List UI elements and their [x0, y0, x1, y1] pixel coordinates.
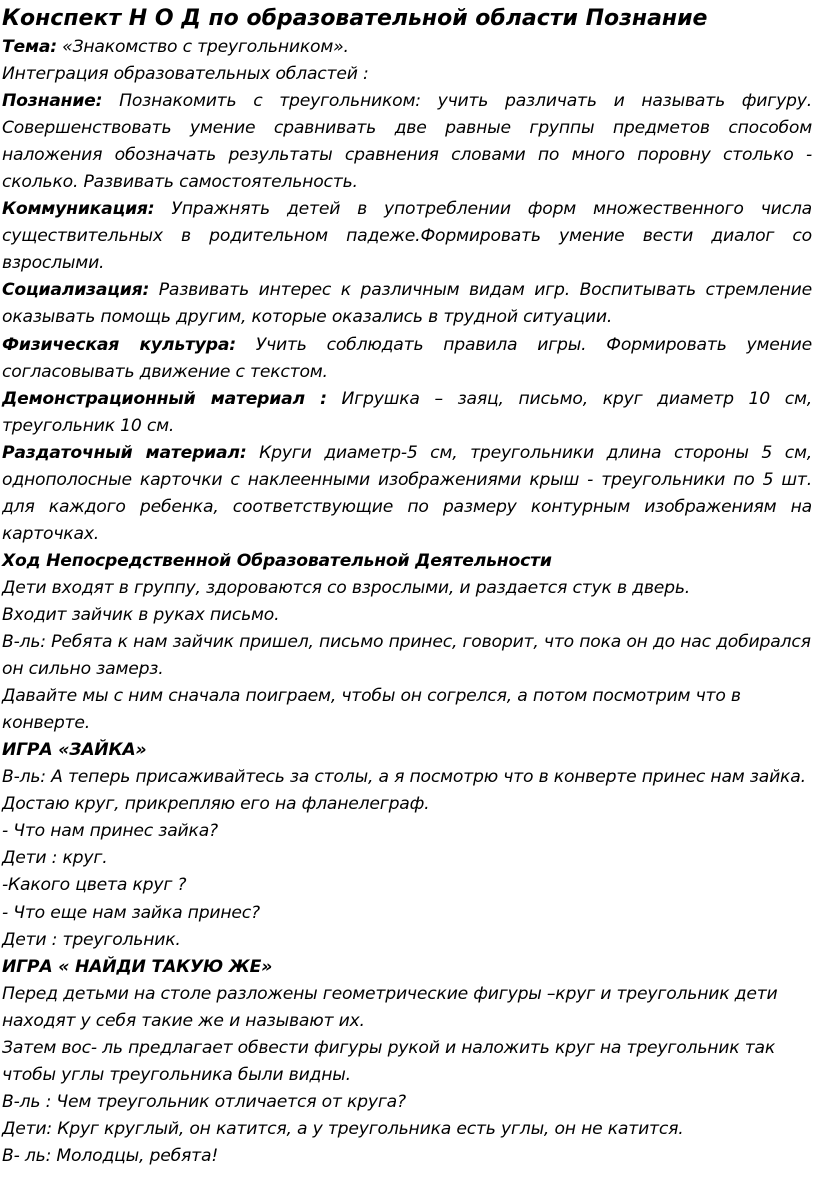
socialization-label: Социализация: [2, 280, 150, 301]
course-line-2: Входит зайчик в руках письмо. [2, 604, 280, 625]
communication-text: Упражнять детей в употреблении форм множественного числа существительных в родительном падеже.Формировать умение вести диалог со взрослыми. [2, 199, 812, 274]
course-line-1: Дети входят в группу, здороваются со взрослыми, и раздается стук в дверь. [2, 577, 691, 598]
socialization-text: Развивать интерес к различным видам игр. Воспитывать стремление оказывать помощь другим, которые оказались в трудной ситуации. [2, 280, 812, 328]
cognition-label: Познание: [2, 91, 103, 112]
socialization-paragraph [2, 277, 812, 331]
communication-paragraph [2, 196, 812, 277]
game1-line-4: -Какого цвета круг ? [2, 875, 187, 896]
physical-label: Физическая культура: [2, 334, 236, 355]
game2-heading: ИГРА « НАЙДИ ТАКУЮ ЖЕ» [2, 956, 273, 977]
cognition-text: Познакомить с треугольником: учить различать и называть фигуру. Совершенствовать умение сравнивать две равные группы предметов способом наложения обозначать результаты сравнения словами по много поровну столько - сколько. Развивать самостоятельность. [2, 91, 812, 193]
demo-paragraph [2, 386, 812, 440]
game2-line-2: Затем вос- ль предлагает обвести фигуры рукой и наложить круг на треугольник так чтобы углы треугольника были видны. [2, 1037, 776, 1085]
game1-heading: ИГРА «ЗАЙКА» [2, 740, 147, 761]
game1-line-6: Дети : треугольник. [2, 929, 181, 950]
course-line-4: Давайте мы с ним сначала поиграем, чтобы он согрелся, а потом посмотрим что в конверте. [2, 686, 741, 734]
demo-label: Демонстрационный материал : [2, 388, 327, 409]
game2-line-1: Перед детьми на столе разложены геометрические фигуры –круг и треугольник дети находят у себя такие же и называют их. [2, 983, 778, 1031]
handout-text: Круги диаметр-5 см, треугольники длина стороны 5 см, однополосные карточки с наклеенными изображениями крыш - треугольники по 5 шт. для каждого ребенка, соответствующие по размеру контурным изображениям на карточках. [2, 442, 813, 544]
game2-line-3: В-ль : Чем треугольник отличается от круга? [2, 1091, 406, 1112]
game1-line-2: - Что нам принес зайка? [2, 821, 218, 842]
game1-line-5: - Что еще нам зайка принес? [2, 902, 260, 923]
communication-label: Коммуникация: [2, 199, 155, 220]
demo-text: Игрушка – заяц, письмо, круг диаметр 10 см, треугольник 10 см. [2, 388, 812, 436]
topic-line [2, 34, 812, 61]
course-line-3: В-ль: Ребята к нам зайчик пришел, письмо принес, говорит, что пока он до нас добирался он сильно замерз. [2, 632, 811, 680]
physical-text: Учить соблюдать правила игры. Формировать умение согласовывать движение с текстом. [2, 334, 812, 382]
integration-line: Интеграция образовательных областей : [2, 64, 369, 85]
cognition-paragraph [2, 88, 812, 196]
game2-line-5: В- ль: Молодцы, ребята! [2, 1145, 219, 1166]
game1-line-3: Дети : круг. [2, 848, 108, 869]
document-title: Конспект Н О Д по образовательной области Познание [2, 6, 708, 31]
course-heading: Ход Непосредственной Образовательной Деятельности [2, 550, 552, 571]
game2-line-4: Дети: Круг круглый, он катится, а у треугольника есть углы, он не катится. [2, 1118, 684, 1139]
game1-line-1: В-ль: А теперь присаживайтесь за столы, а я посмотрю что в конверте принес нам зайка. Достаю круг, прикрепляю его на фланелеграф. [2, 767, 806, 815]
topic-text: «Знакомство с треугольником». [56, 37, 349, 57]
handout-paragraph [2, 440, 812, 548]
topic-label: Тема: [2, 37, 57, 57]
physical-paragraph [2, 332, 812, 386]
handout-label: Раздаточный материал: [2, 442, 247, 463]
